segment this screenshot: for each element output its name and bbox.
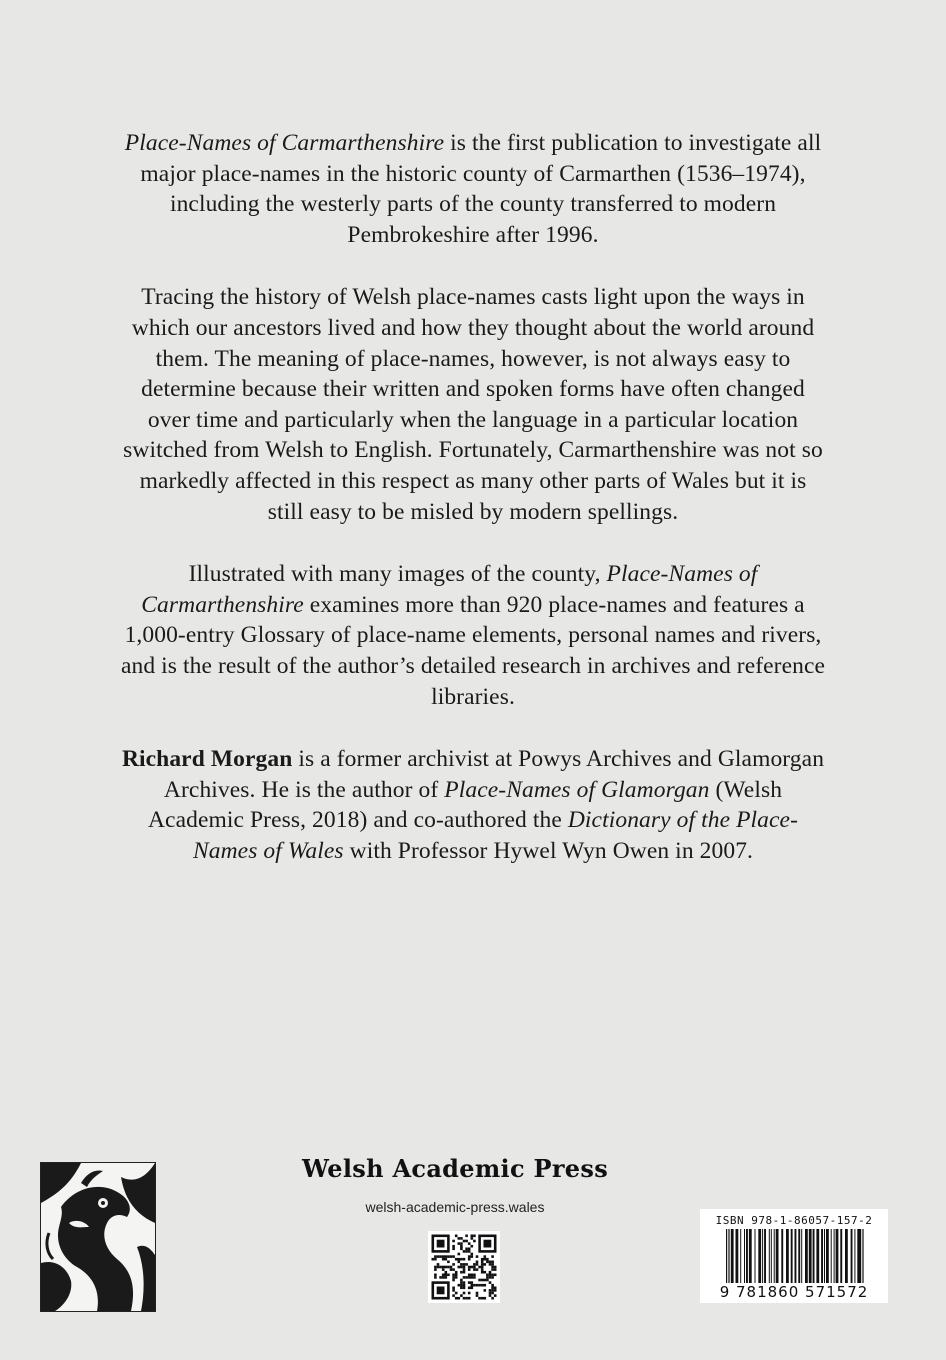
isbn-barcode — [700, 1209, 888, 1303]
isbn-label: ISBN 978-1-86057-157-2 — [715, 1214, 873, 1227]
blurb-text — [120, 128, 826, 898]
author-bio: Richard Morgan is a former archivist at Powys Archives and Glamorgan Archives. He is the author of Place-Names of Glamorgan (Welsh Academic Press, 2018) and co-authored the Dictionary of the Place-Names of Wales with Professor Hywel Wyn Owen in 2007. — [121, 746, 825, 864]
publisher-website[interactable]: welsh-academic-press.wales — [365, 1199, 545, 1215]
book-title: Place-Names of Carmarthenshire — [124, 130, 445, 156]
dragon-icon — [40, 1162, 156, 1312]
blurb-paragraph-3: Illustrated with many images of the county, Place-Names of Carmarthenshire examines more than 920 place-names and features a 1,000-entry Glossary of place-name elements, personal names and rivers, and is the result of the author’s detailed research in archives and reference libraries. — [120, 561, 826, 710]
blurb-paragraph-2: Tracing the history of Welsh place-names casts light upon the ways in which our ancestors lived and how they thought about the world around them. The meaning of place-names, however, is not always easy to determine because their written and spoken forms have often changed over time and particularly when the language in a particular location switched from Welsh to English. Fortunately, Carmarthenshire was not so markedly affected in this respect as many other parts of Wales but it is still easy to be misled by modern spellings. — [123, 284, 823, 525]
publisher-name: Welsh Academic Press — [302, 1154, 608, 1183]
blurb-paragraph-1: Place-Names of Carmarthenshire is the first publication to investigate all major place-names in the historic county of Carmarthen (1536–1974), including the westerly parts of the county transferred to modern Pembrokeshire after 1996. — [124, 130, 822, 248]
barcode-digits: 9 781860 571572 — [700, 1283, 888, 1301]
author-name: Richard Morgan — [121, 746, 293, 773]
qr-code-icon[interactable] — [428, 1231, 500, 1303]
book-title: Place-Names of Carmarthenshire — [141, 561, 758, 618]
